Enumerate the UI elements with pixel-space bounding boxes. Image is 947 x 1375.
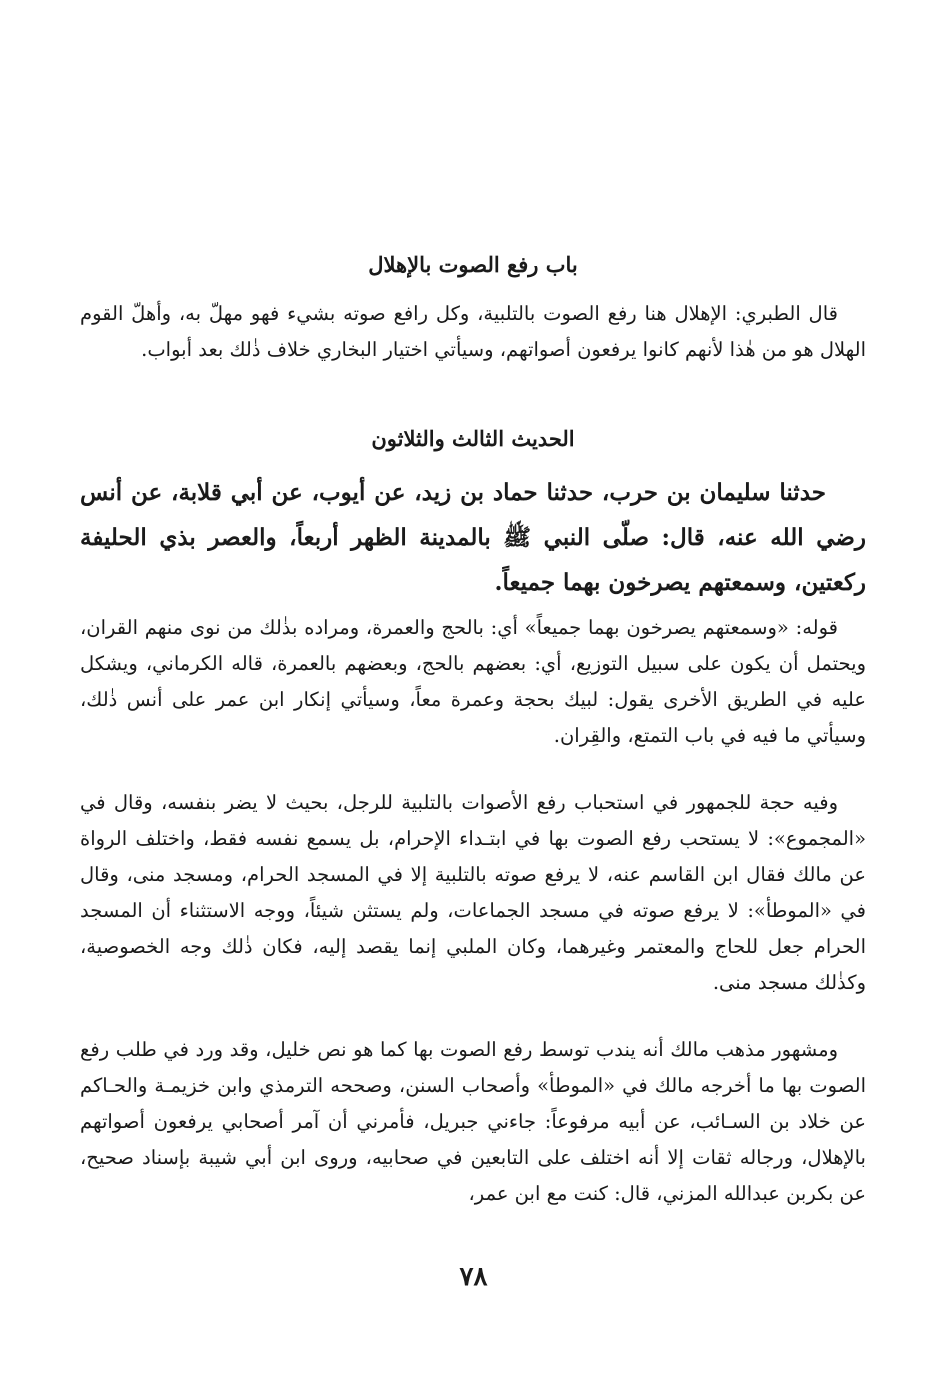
hadith-text: حدثنا سليمان بن حرب، حدثنا حماد بن زيد، عن أيوب، عن أبي قلابة، عن أنس رضي الله عنه، قال: صلّى النبي ﷺ بالمدينة الظهر أربعاً، والعصر بذي الحليفة ركعتين، وسمعتهم يصرخون بهما جميعاً. (80, 479, 866, 596)
hadith-paragraph (80, 470, 866, 605)
commentary-text-2: وفيه حجة للجمهور في استحباب رفع الأصوات بالتلبية للرجل، بحيث لا يضر بنفسه، وقال في «المجموع»: لا يستحب رفع الصوت بها في ابتـداء الإحرام، بل يسمع نفسه فقط، واختلف الرواة عن مالك فقال ابن القاسم عنه، لا يرفع صوته بالتلبية إلا في المسجد الحرام، ومسجد منى، وقال في «الموطأ»: لا يرفع صوته في مسجد الجماعات، ولم يستثن شيئاً، ووجه الاستثناء أن المسجد الحرام جعل للحاج والمعتمر وغيرهما، وكان الملبي إنما يقصد إليه، فكان ذٰلك وجه الخصوصية، وكذٰلك مسجد منى. (80, 791, 866, 994)
tabari-paragraph (80, 296, 866, 368)
commentary-text-3: ومشهور مذهب مالك أنه يندب توسط رفع الصوت بها كما هو نص خليل، وقد ورد في طلب رفع الصوت بها ما أخرجه مالك في «الموطأ» وأصحاب السنن، وصححه الترمذي وابن خزيمـة والحـاكم عن خلاد بن السـائب، عن أبيه مرفوعاً: جاءني جبريل، فأمرني أن آمر أصحابي يرفعون أصواتهم بالإهلال، ورجاله ثقات إلا أنه اختلف على التابعين في صحابيه، وروى ابن أبي شيبة بإسناد صحيح، عن بكربن عبدالله المزني، قال: كنت مع ابن عمر، (80, 1038, 866, 1205)
hadith-heading: الحديث الثالث والثلاثون (371, 426, 575, 451)
commentary-paragraph-1 (80, 610, 866, 754)
commentary-paragraph-2 (80, 785, 866, 1001)
commentary-paragraph-3 (80, 1032, 866, 1212)
page-number: ٧٨ (459, 1262, 488, 1292)
tabari-text: قال الطبري: الإهلال هنا رفع الصوت بالتلبية، وكل رافع صوته بشيء فهو مهلّ به، وأهلّ القوم الهلال هو من هٰذا لأنهم كانوا يرفعون أصواتهم، وسيأتي اختيار البخاري خلاف ذٰلك بعد أبواب. (80, 302, 866, 361)
commentary-text-1: قوله: «وسمعتهم يصرخون بهما جميعاً» أي: بالحج والعمرة، ومراده بذٰلك من نوى منهم القران، ويحتمل أن يكون على سبيل التوزيع، أي: بعضهم بالحج، وبعضهم بالعمرة، قاله الكرماني، ويشكل عليه في الطريق الأخرى يقول: لبيك بحجة وعمرة معاً، وسيأتي إنكار ابن عمر على أنس ذٰلك، وسيأتي ما فيه في باب التمتع، والقِران. (80, 616, 866, 747)
chapter-heading: باب رفع الصوت بالإهلال (368, 252, 578, 277)
